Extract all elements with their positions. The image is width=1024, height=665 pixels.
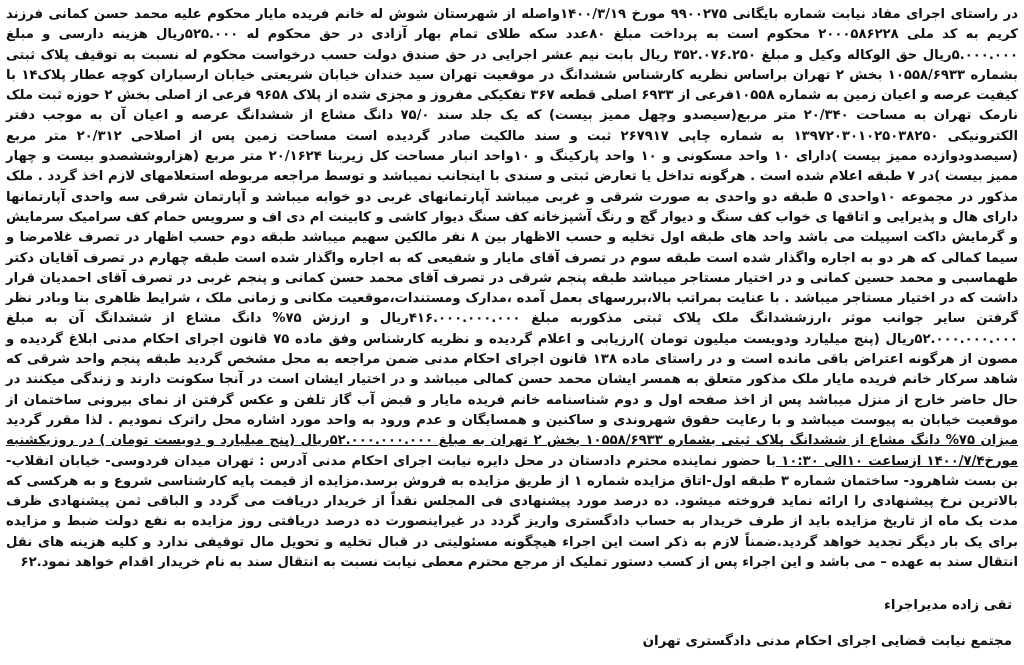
issuing-organization: مجتمع نیابت قضایی اجرای احکام مدنی دادگستری تهران bbox=[642, 634, 1012, 649]
notice-text-part-1: در راستای اجرای مفاد نیابت شماره بایگانی ۹۹۰۰۲۷۵ مورخ ۱۴۰۰/۳/۱۹واصله از شهرستان شوش له خانم فریده مایار محکوم علیه محمد حسن کمانی فرزند کریم به کد ملی ۲۰۰۰۵۸۶۲۲۸ محکوم است به پرداخت مبلغ ۸۰عدد سکه طلای تمام بهار آزادی در حق محکوم له ۵۲۵.۰۰۰ریال هزینه دارسی و مبلغ ۵.۰۰۰.۰۰۰ریال حق الوکاله وکیل و مبلغ ۳۵۲.۰۷۶.۲۵۰ ریال بابت نیم عشر اجرایی در حق صندق دولت حسب درخواست محکوم له نسبت به توقیف پلاک ثبتی بشماره ۱۰۵۵۸/۶۹۳۳ بخش ۲ تهران براساس نظریه کارشناس ششدانگ در موقعیت تهران سید خندان خیابان شریعتی خیابان ارسباران کوچه عطار پلاک۱۴ با کیفیت عرصه و اعیان زمین به شماره ۱۰۵۵۸فرعی از ۶۹۳۳ اصلی قطعه ۳۶۷ تفکیکی مفروز و مجزی شده از پلاک ۹۶۵۸ فرعی از اصلی بخش ۲ حوزه ثبت ملک نارمک تهران به مساحت ۲۰/۳۴۰ متر مربع(سیصدو وچهل ممیز بیست) که یک جلد سند ۷۵/۰ دانگ مشاع از ششدانگ عرصه و اعیان آن به موجب دفتر الکترونیکی ۱۳۹۷۲۰۳۰۱۰۲۵۰۳۸۲۵۰ به شماره چاپی ۲۶۷۹۱۷ ثبت و سند مالکیت صادر گردیده است مساحت زمین پس از اصلاحی ۲۰/۳۱۲ متر مربع (سیصدودوازده ممیز بیست )دارای ۱۰ واحد مسکونی و ۱۰ واحد پارکینگ و ۱۰واحد انبار مساحت کل زیربنا ۲۰/۱۶۲۴ متر مربع (هزاروششصدو بیست و چهار ممیز بیست )در ۷ طبقه اعلام شده است . هرگونه تداخل یا تعارض ثبتی و سندی با اینجانب نمیباشد و توسط مراجعه مربوطه استعلامهای لازم اخذ گردد . ملک مذکور در مجموعه ۱۰واحدی ۵ طبقه دو واحدی به صورت شرقی و غربی میباشد آپارتمانهای غربی دو خوابه میباشد و آپارتمان شرقی سه واحدی آپارتمانها دارای هال و پذیرایی و اتاقها ی خواب کف سنگ و دیوار گچ و رنگ آشپزخانه کف سنگ دیوار کاشی و کابینت ام دی اف و سرویس حمام کف سرامیک سرمایش و گرمایش داکت اسپیلت می باشد واحد های طبقه اول تخلیه و حسب الاظهار بین ۸ نفر مالکین سهیم میباشد طبقه دوم حسب اظهار در تصرف غلامرضا و سیما کمالی که هر دو به اجاره واگذار شده است طبقه سوم در تصرف آقای مایار و شفیعی که به اجاره واگذار شده است طبقه چهارم در تصرف آقایان دکتر طهماسبی و محمد حسین کمانی و در اختیار مستاجر میباشد طبقه پنجم شرقی در تصرف آقای محمد حسن کمانی و پنجم غربی در تصرف آقای احمدیان قرار داشت که در اختیار مستاجر میباشد . با عنایت بمراتب بالا،بررسهای بعمل آمده ،مدارک ومستندات،موقعیت مکانی و زمانی ملک ، شرایط ظاهری بنا وبادر نظر گرفتن سایر جوانب موثر ،ارزششدانگ ملک پلاک ثبتی مذکوربه مبلغ ۴۱۶.۰۰۰.۰۰۰.۰۰۰ریال و ارزش ۷۵% دانگ مشاع از ششدانگ آن به مبلغ ۵۲.۰۰۰.۰۰۰.۰۰۰ریال (پنج میلیارد ودویست میلیون تومان )ارزیابی و اعلام گردیده و نظریه کارشناس وفق ماده ۷۵ قانون اجرای احکام مدنی ابلاغ گردیده و مصون از هرگونه اعتراض باقی مانده است و در راستای ماده ۱۳۸ قانون اجرای احکام مدنی ضمن مراجعه به محل مشخص گردید طبقه پنجم واحد شرقی که شاهد سرکار خانم فریده مایار ملک مذکور متعلق به همسر ایشان محمد حسن کمالی میباشد و در اختیار ایشان است در آنجا سکونت دارند و زندگی میکنند در حال حاضر خارج از منزل میباشد پس از اخذ صفحه اول و دوم شناسنامه خانم فریده مایار و قبض آب گاز تلفن و عکس گرفتن از نمای بیرونی ساختمان از موقعیت خیابان به پیوست میباشد و با رعایت حقوق شهروندی و ساکنین و همسایگان و عدم ورود به واحد مورد اشاره محل راترک نمودیم . لذا مقرر گردید bbox=[6, 7, 1019, 428]
auction-date-clause: میزان ۷۵% دانگ مشاع از ششدانگ پلاک ثبتی بشماره ۱۰۵۵۸/۶۹۳۳ بخش ۲ تهران به مبلغ ۵۲.۰۰۰.۰۰۰.۰۰۰ریال (پنج میلیارد و دویست تومان ) در روزیکشنبه مورخ۱۴۰۰/۷/۴ ازساعت ۱۰الی ۱۰:۳۰ bbox=[6, 433, 1019, 469]
notice-paragraph bbox=[6, 5, 1018, 573]
signatory-name: تقی زاده مدیراجراء bbox=[883, 598, 1012, 613]
notice-body bbox=[6, 5, 1018, 573]
notice-text-part-2: با حضور نماینده محترم دادستان در محل دایره نیابت اجرای احکام مدنی آدرس : تهران میدان فردوسی- خیابان انقلاب- بن بست شاهرود- ساختمان شماره ۳ طبقه اول-اتاق مزایده شماره ۱ از طریق مزایده به فروش برسد.مزایده از قیمت پایه کارشناسی شروع و به هرکسی که بالاترین نرخ پیشنهادی را ارائه نماید فروخته میشود. ده درصد مورد پیشنهادی فی المجلس نقداً از خریدار دریافت می گردد و الباقی ثمن پیشنهادی ظرف مدت یک ماه از تاریخ مزایده باید از طرف خریدار به حساب دادگستری واریز گردد در غیراینصورت ده درصد دریافتی روز مزایده به نفع دولت ضبط و مزایده برای یک بار دیگر تجدید خواهد گردید.ضمناً لازم به ذکر است این اجراء هیچگونه مسئولیتی در قبال تخلیه و تحویل مال توقیفی ندارد و کلیه هزینه های نقل انتقال سند به عهده – می باشد و این اجراء پس از کسب دستور تملیک از مرجع محترم معطی نیابت نسبت به انتقال سند به نام خریدار اقدام خواهد نمود.۶۲ bbox=[6, 453, 1018, 571]
